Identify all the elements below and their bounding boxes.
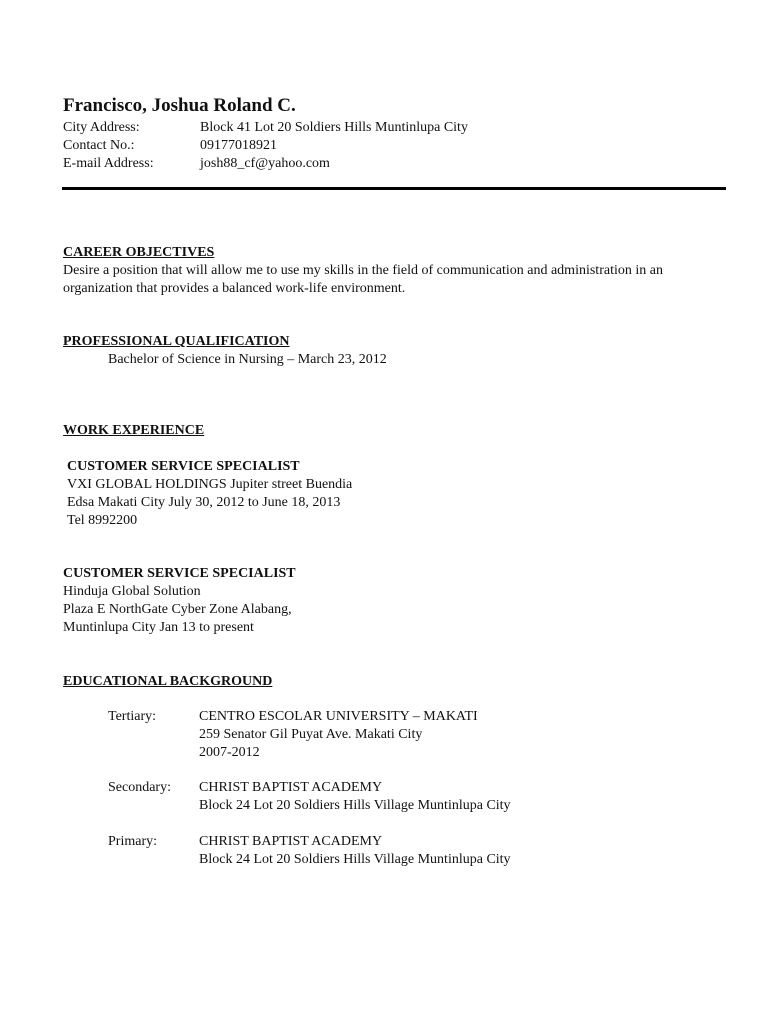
education-line: CHRIST BAPTIST ACADEMY (199, 834, 383, 849)
education-level: Tertiary: (108, 709, 156, 724)
section-heading-professional-qualification: PROFESSIONAL QUALIFICATION (63, 334, 290, 349)
section-heading-educational-background: EDUCATIONAL BACKGROUND (63, 674, 273, 689)
education-details (199, 779, 511, 815)
header-divider (62, 187, 726, 190)
contact-label: City Address: (63, 120, 140, 135)
education-entry-primary (108, 833, 511, 869)
job-detail-line: Hinduja Global Solution (63, 584, 201, 599)
job-detail-line: Edsa Makati City July 30, 2012 to June 18, 2013 (67, 495, 341, 510)
contact-row-phone (63, 137, 468, 155)
contact-details (63, 119, 468, 173)
job-title: CUSTOMER SERVICE SPECIALIST (67, 459, 300, 474)
education-line: CENTRO ESCOLAR UNIVERSITY – MAKATI (199, 709, 478, 724)
job-title: CUSTOMER SERVICE SPECIALIST (63, 566, 296, 581)
contact-value: 09177018921 (200, 138, 277, 153)
section-heading-work-experience: WORK EXPERIENCE (63, 423, 205, 438)
job-detail-line: VXI GLOBAL HOLDINGS Jupiter street Buendia (67, 477, 353, 492)
section-heading-career-objectives: CAREER OBJECTIVES (63, 245, 215, 260)
contact-value: Block 41 Lot 20 Soldiers Hills Muntinlupa City (200, 120, 468, 135)
education-line: 2007-2012 (199, 745, 260, 760)
education-details (199, 708, 478, 762)
job-entry (67, 458, 352, 530)
paragraph-line: organization that provides a balanced work-life environment. (63, 281, 406, 296)
contact-label: E-mail Address: (63, 156, 154, 171)
contact-label: Contact No.: (63, 138, 135, 153)
contact-row-email (63, 155, 468, 173)
education-line: Block 24 Lot 20 Soldiers Hills Village Muntinlupa City (199, 798, 511, 813)
education-line: Block 24 Lot 20 Soldiers Hills Village Muntinlupa City (199, 852, 511, 867)
education-entry-secondary (108, 779, 511, 815)
applicant-name: Francisco, Joshua Roland C. (63, 95, 296, 116)
education-level: Primary: (108, 834, 157, 849)
education-line: 259 Senator Gil Puyat Ave. Makati City (199, 727, 423, 742)
education-line: CHRIST BAPTIST ACADEMY (199, 780, 383, 795)
contact-value: josh88_cf@yahoo.com (200, 156, 330, 171)
education-entry-tertiary (108, 708, 478, 762)
paragraph-line: Desire a position that will allow me to use my skills in the field of communication and administration in an (63, 263, 663, 278)
contact-row-address (63, 119, 468, 137)
education-details (199, 833, 511, 869)
qualification-line: Bachelor of Science in Nursing – March 23, 2012 (108, 352, 387, 367)
career-objectives-text (63, 262, 663, 298)
job-detail-line: Muntinlupa City Jan 13 to present (63, 620, 254, 635)
job-entry (63, 565, 296, 637)
job-detail-line: Plaza E NorthGate Cyber Zone Alabang, (63, 602, 292, 617)
education-level: Secondary: (108, 780, 171, 795)
qualification-text (108, 351, 387, 369)
job-detail-line: Tel 8992200 (67, 513, 138, 528)
